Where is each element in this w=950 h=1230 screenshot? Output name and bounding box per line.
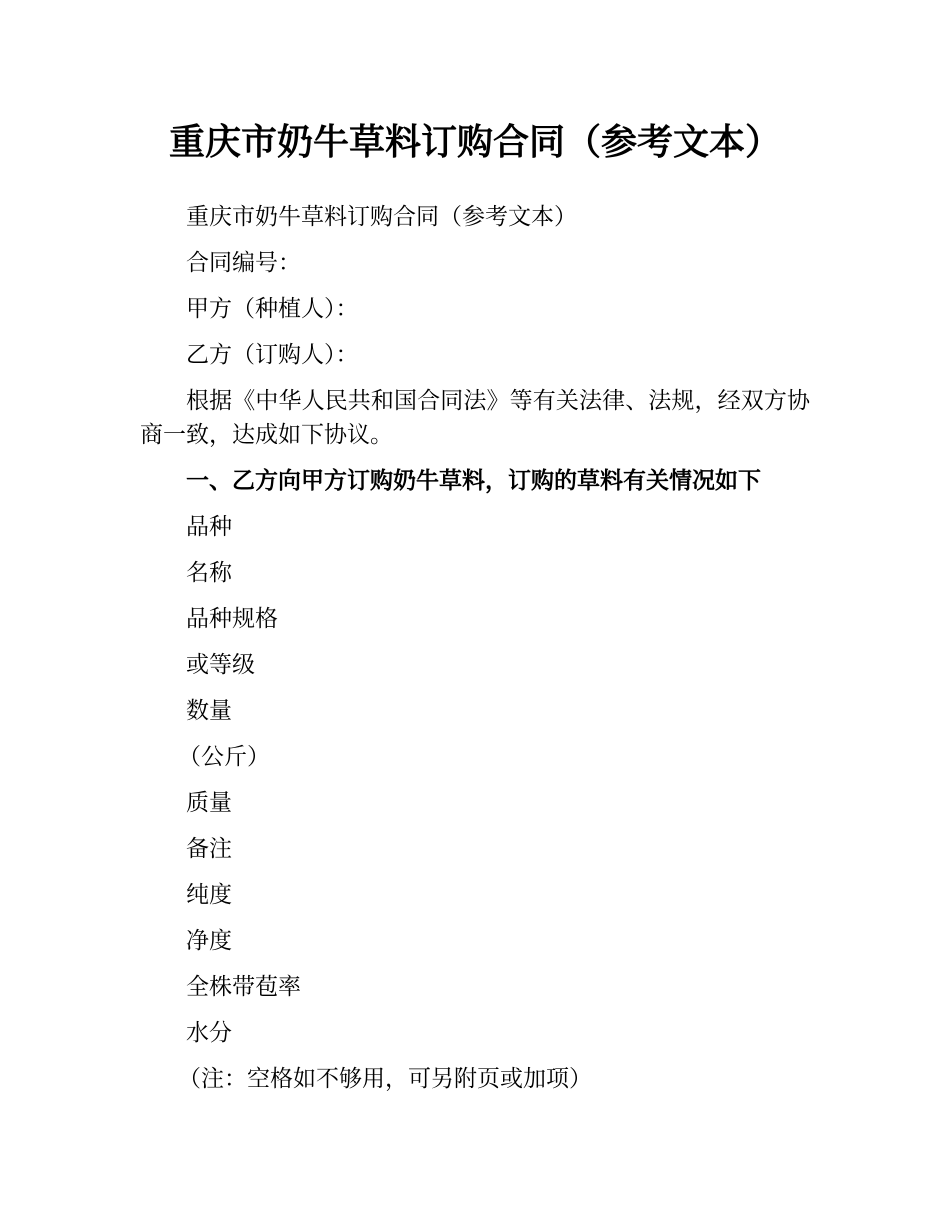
list-item: 纯度: [186, 882, 232, 908]
document-body: [140, 200, 810, 1108]
section-one-heading: 一、乙方向甲方订购奶牛草料，订购的草料有关情况如下: [186, 468, 761, 494]
preamble-paragraph: 根据《中华人民共和国合同法》等有关法律、法规，经双方协商一致，达成如下协议。: [140, 388, 810, 448]
list-item: 水分: [186, 1020, 232, 1046]
list-item: 品种: [186, 514, 232, 540]
contract-heading-paragraph: 重庆市奶牛草料订购合同（参考文本）: [186, 204, 577, 230]
party-b-field: 乙方（订购人）：: [186, 342, 359, 368]
document-title: 重庆市奶牛草料订购合同（参考文本）: [168, 122, 781, 163]
list-item: 质量: [186, 790, 232, 816]
contract-number-field: 合同编号：: [186, 250, 301, 276]
list-item: 备注: [186, 836, 232, 862]
party-a-field: 甲方（种植人）：: [186, 296, 359, 322]
list-item: 品种规格: [186, 606, 278, 632]
note-paragraph: （注：空格如不够用，可另附页或加项）: [178, 1066, 592, 1092]
list-item: （公斤）: [178, 744, 270, 770]
list-item: 或等级: [186, 652, 255, 678]
list-item: 名称: [186, 560, 232, 586]
list-item: 净度: [186, 928, 232, 954]
list-item: 数量: [186, 698, 232, 724]
list-item: 全株带苞率: [186, 974, 301, 1000]
